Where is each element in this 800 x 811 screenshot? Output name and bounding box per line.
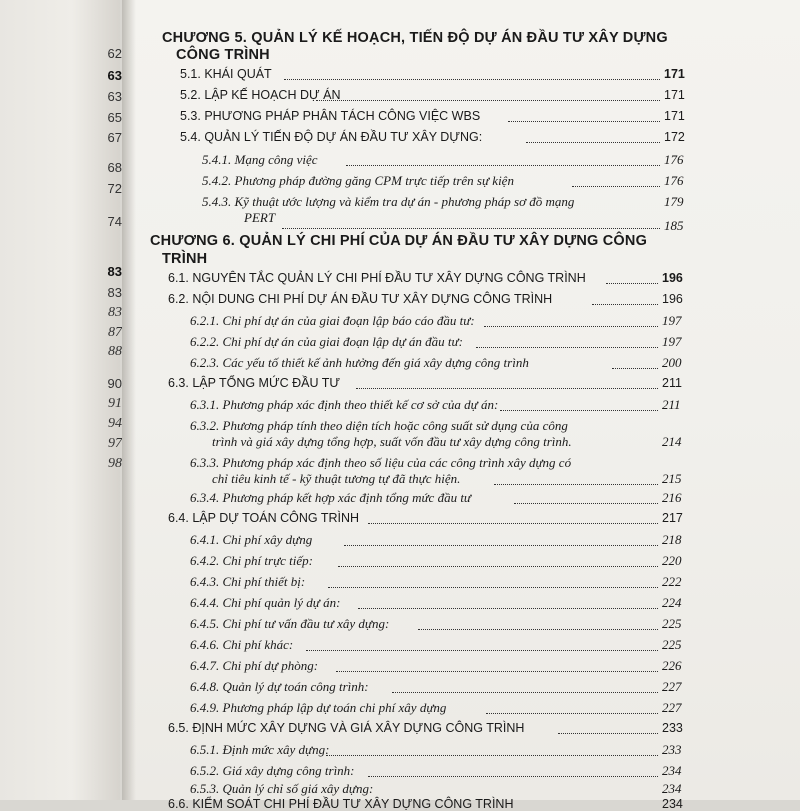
toc-entry-label: 5.2. LẬP KẾ HOẠCH DỰ ÁN [180,88,341,102]
toc-entry-page: 214 [662,434,682,449]
toc-entry-page: 216 [662,490,682,505]
left-page-number: 74 [107,214,122,229]
chapter-6-title: CHƯƠNG 6. QUẢN LÝ CHI PHÍ CỦA DỰ ÁN ĐẦU TƯ XÂY DỰNG CÔNG [150,233,648,249]
toc-entry-page: 215 [662,471,682,486]
left-page-number: 63 [107,89,122,104]
toc-entry-page: 176 [664,173,684,188]
toc-entry-label: 5.4.3. Kỹ thuật ước lượng và kiểm tra dự án - phương pháp sơ đồ mạng [202,194,575,209]
toc-entry-label: 6.3.4. Phương pháp kết hợp xác định tổng mức đầu tư [190,490,472,505]
toc-entry-label: 6.2.3. Các yếu tố thiết kế ảnh hưởng đến giá xây dựng công trình [190,355,529,370]
toc-entry-page: 171 [664,67,685,81]
toc-page [122,0,800,811]
toc-entry-page: 234 [662,781,682,796]
left-page-number: 83 [108,305,122,320]
toc-entry-page: 176 [664,152,684,167]
toc-entry-label: 6.2. NỘI DUNG CHI PHÍ DỰ ÁN ĐẦU TƯ XÂY DỰNG CÔNG TRÌNH [168,292,553,306]
toc-entry-label: 6.3. LẬP TỔNG MỨC ĐẦU TƯ [168,376,341,390]
toc-entry-page: 196 [662,292,683,306]
toc-entry-label: 6.6. KIỂM SOÁT CHI PHÍ ĐẦU TƯ XÂY DỰNG CÔNG TRÌNH [168,797,514,811]
toc-entry-label: 6.1. NGUYÊN TẮC QUẢN LÝ CHI PHÍ ĐẦU TƯ XÂY DỰNG CÔNG TRÌNH [168,271,586,285]
toc-entry-page: 171 [664,88,685,102]
toc-entry-page: 233 [662,742,682,757]
toc-entry-page: 196 [662,271,683,285]
toc-entry-page: 226 [662,658,682,673]
left-page-number: 88 [108,344,122,359]
toc-entry-label: 6.5.1. Định mức xây dựng: [190,742,330,757]
toc-entry-label: 6.2.1. Chi phí dự án của giai đoạn lập báo cáo đầu tư: [190,313,475,328]
toc-entry-page: 234 [662,763,682,778]
toc-entry-label: 6.4.5. Chi phí tư vấn đầu tư xây dựng: [190,616,390,631]
toc-entry-page: 218 [662,532,682,547]
toc-entry-label-cont: chỉ tiêu kinh tế - kỹ thuật tương tự đã thực hiện. [212,471,461,486]
book-spine-shadow [122,0,136,800]
left-page-number: 72 [107,181,122,196]
toc-entry-label: 6.4.4. Chi phí quản lý dự án: [190,595,341,610]
left-page-number: 68 [107,160,122,175]
toc-entry-page: 197 [662,313,682,328]
toc-entry-label: 6.4.3. Chi phí thiết bị: [190,574,306,589]
left-page-number: 98 [108,456,122,471]
toc-entry-label: 6.3.2. Phương pháp tính theo diện tích hoặc công suất sử dụng của công [190,418,568,433]
toc-entry-page: 225 [662,637,682,652]
toc-entry-label: 5.4. QUẢN LÝ TIẾN ĐỘ DỰ ÁN ĐẦU TƯ XÂY DỰNG: [180,130,483,144]
left-page-number: 97 [108,436,122,451]
chapter-6-title-cont: TRÌNH [162,251,208,267]
toc-entry-page: 200 [662,355,682,370]
left-page-number: 65 [107,110,122,125]
toc-entry-page: 234 [662,797,683,811]
toc-entry-label: 6.3.1. Phương pháp xác định theo thiết kế cơ sở của dự án: [190,397,499,412]
toc-entry-label-cont: trình và giá xây dựng tổng hợp, suất vốn đầu tư xây dựng công trình. [212,434,572,449]
left-page-number: 62 [107,46,122,61]
toc-entry-page: 227 [662,700,682,715]
toc-entry-label: 6.3.3. Phương pháp xác định theo số liệu của các công trình xây dựng có [190,455,572,470]
left-page-number: 91 [108,396,122,411]
left-page-number: 94 [108,416,122,431]
toc-entry-page: 217 [662,511,683,525]
toc-entry-page: 171 [664,109,685,123]
toc-entry-page: 233 [662,721,683,735]
toc-entry-label: 5.1. KHÁI QUÁT [180,67,272,81]
toc-entry-page: 211 [662,397,681,412]
toc-entry-label: 6.2.2. Chi phí dự án của giai đoạn lập dự án đầu tư: [190,334,463,349]
toc-entry-label: 6.4.2. Chi phí trực tiếp: [190,553,313,568]
table-of-contents [122,0,800,811]
toc-entry-label: 6.4.7. Chi phí dự phòng: [190,658,319,673]
chapter-5-title: CHƯƠNG 5. QUẢN LÝ KẾ HOẠCH, TIẾN ĐỘ DỰ ÁN ĐẦU TƯ XÂY DỰNG [162,30,668,46]
toc-entry-label: 6.5.2. Giá xây dựng công trình: [190,763,355,778]
left-page-number: 90 [107,376,122,391]
toc-entry-label: 5.3. PHƯƠNG PHÁP PHÂN TÁCH CÔNG VIỆC WBS [180,109,481,123]
toc-entry-label-cont: PERT [244,210,276,225]
toc-entry-page: 211 [662,376,682,390]
toc-entry-label: 6.4.9. Phương pháp lập dự toán chi phí xây dựng [190,700,447,715]
toc-entry-page: 185 [664,218,684,233]
left-page-number: 63 [107,68,122,83]
toc-entry-page: 197 [662,334,682,349]
left-page-number: 83 [107,285,122,300]
toc-entry-page: 225 [662,616,682,631]
left-page-number: 67 [107,130,122,145]
toc-entry-label: 6.4.6. Chi phí khác: [190,637,294,652]
toc-entry-page: 172 [664,130,685,144]
toc-entry-label: 6.4.1. Chi phí xây dựng [190,532,313,547]
left-page-number: 83 [107,264,122,279]
toc-entry-label: 5.4.2. Phương pháp đường găng CPM trực tiếp trên sự kiện [202,173,514,188]
previous-page-numbers [60,0,122,800]
toc-entry-page: 224 [662,595,682,610]
chapter-5-title-cont: CÔNG TRÌNH [176,47,270,63]
toc-entry-page: 179 [664,194,684,209]
toc-entry-label: 6.5. ĐỊNH MỨC XÂY DỰNG VÀ GIÁ XÂY DỰNG CÔNG TRÌNH [168,721,525,735]
toc-entry-label: 5.4.1. Mạng công việc [202,152,318,167]
toc-entry-label: 6.4. LẬP DỰ TOÁN CÔNG TRÌNH [168,511,360,525]
toc-entry-page: 222 [662,574,682,589]
left-page-number: 87 [108,325,122,340]
toc-entry-label: 6.4.8. Quản lý dự toán công trình: [190,679,369,694]
toc-entry-page: 220 [662,553,682,568]
toc-entry-label: 6.5.3. Quản lý chỉ số giá xây dựng: [190,781,374,796]
toc-entry-page: 227 [662,679,682,694]
